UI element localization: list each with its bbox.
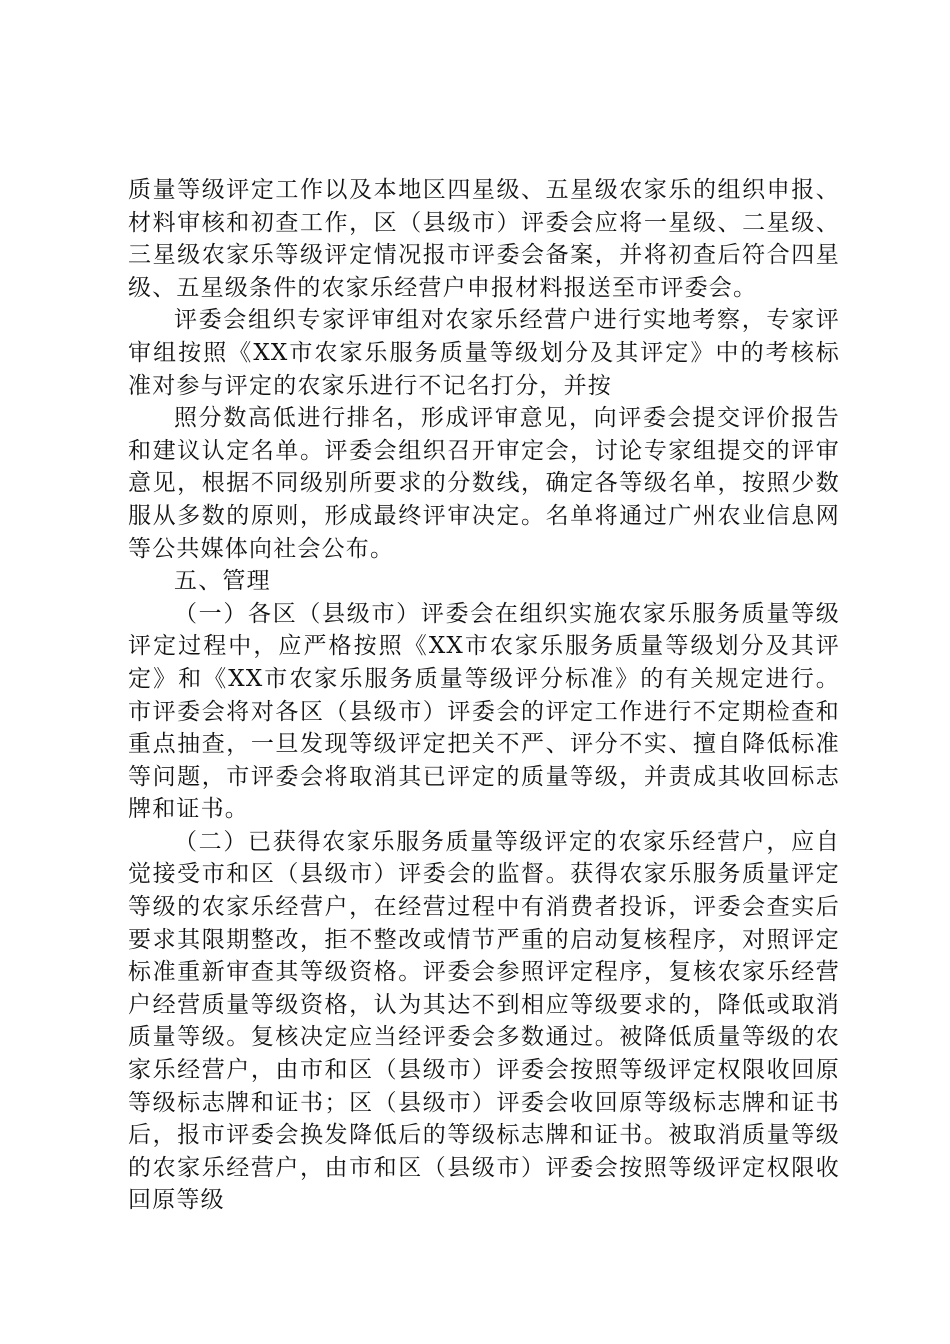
document-body xyxy=(128,174,840,1217)
paragraph-ranking: 照分数高低进行排名，形成评审意见，向评委会提交评价报告和建议认定名单。评委会组织召开审定会，讨论专家组提交的评审意见，根据不同级别所要求的分数线，确定各等级名单，按照少数服从多数的原则，形成最终评审决定。名单将通过广州农业信息网等公共媒体向社会公布。 xyxy=(128,405,840,562)
paragraph-continuation: 质量等级评定工作以及本地区四星级、五星级农家乐的组织申报、材料审核和初查工作，区（县级市）评委会应将一星级、二星级、三星级农家乐等级评定情况报市评委会备案，并将初查后符合四星级、五星级条件的农家乐经营户申报材料报送至市评委会。 xyxy=(128,177,840,301)
paragraph-management-2: （二）已获得农家乐服务质量等级评定的农家乐经营户，应自觉接受市和区（县级市）评委会的监督。获得农家乐服务质量评定等级的农家乐经营户，在经营过程中有消费者投诉，评委会查实后要求其限期整改，拒不整改或情节严重的启动复核程序，对照评定标准重新审查其等级资格。评委会参照评定程序，复核农家乐经营户经营质量等级资格，认为其达不到相应等级要求的，降低或取消质量等级。复核决定应当经评委会多数通过。被降低质量等级的农家乐经营户，由市和区（县级市）评委会按照等级评定权限收回原等级标志牌和证书；区（县级市）评委会收回原等级标志牌和证书后，报市评委会换发降低后的等级标志牌和证书。被取消质量等级的农家乐经营户，由市和区（县级市）评委会按照等级评定权限收回原等级 xyxy=(128,828,840,1214)
section-heading-management: 五、管理 xyxy=(174,568,271,595)
paragraph-management-1: （一）各区（县级市）评委会在组织实施农家乐服务质量等级评定过程中，应严格按照《XX市农家乐服务质量等级划分及其评定》和《XX市农家乐服务质量等级评分标准》的有关规定进行。市评委会将对各区（县级市）评委会的评定工作进行不定期检查和重点抽查，一旦发现等级评定把关不严、评分不实、擅自降低标准等问题，市评委会将取消其已评定的质量等级，并责成其收回标志牌和证书。 xyxy=(128,600,840,823)
paragraph-expert-review: 评委会组织专家评审组对农家乐经营户进行实地考察，专家评审组按照《XX市农家乐服务质量等级划分及其评定》中的考核标准对参与评定的农家乐进行不记名打分，并按 xyxy=(128,307,840,399)
